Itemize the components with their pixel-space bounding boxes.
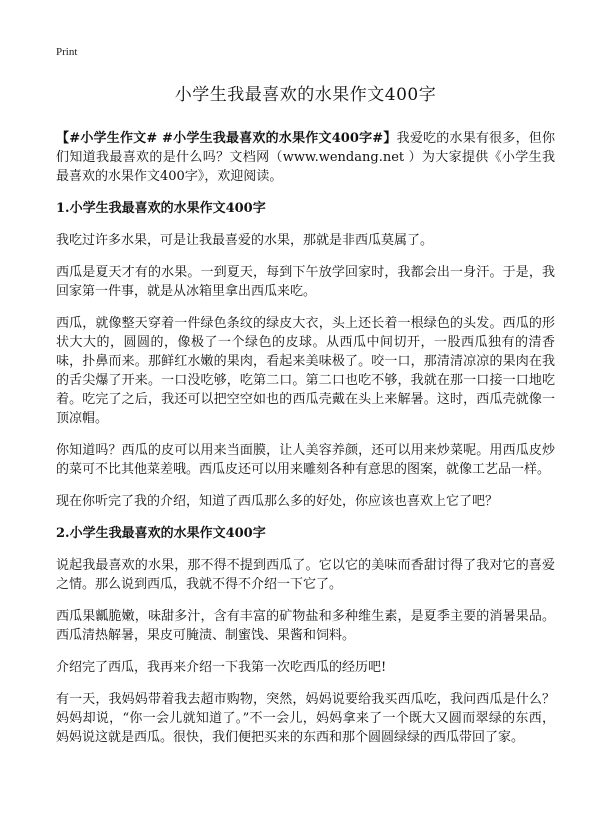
print-label: Print — [56, 46, 78, 58]
intro-paragraph — [56, 129, 555, 186]
paragraph: 西瓜是夏天才有的水果。一到夏天，每到下午放学回家时，我都会出一身汗。于是，我回家第一件事，就是从冰箱里拿出西瓜来吃。 — [56, 265, 555, 299]
intro-text: 我爱吃的水果有很多，但你们知道我最喜欢的是什么吗？文档网（www.wendang.net ）为大家提供《小学生我最喜欢的水果作文400字》，欢迎阅读。 — [56, 131, 555, 184]
paragraph: 你知道吗？西瓜的皮可以用来当面膜，让人美容养颜，还可以用来炒菜呢。用西瓜皮炒的菜可不比其他菜差哦。西瓜皮还可以用来雕刻各种有意思的图案，就像工艺品一样。 — [56, 443, 555, 477]
section-1-heading: 1.小学生我最喜欢的水果作文400字 — [56, 201, 266, 216]
paragraph: 现在你听完了我的介绍，知道了西瓜那么多的好处，你应该也喜欢上它了吧？ — [56, 494, 499, 509]
paragraph: 说起我最喜欢的水果，那不得不提到西瓜了。它以它的美味而香甜讨得了我对它的喜爱之情。那么说到西瓜，我就不得不介绍一下它了。 — [56, 558, 555, 592]
page-title: 小学生我最喜欢的水果作文400字 — [174, 85, 437, 105]
paragraph: 介绍完了西瓜，我再来介绍一下我第一次吃西瓜的经历吧! — [56, 660, 387, 675]
paragraph: 西瓜，就像整天穿着一件绿色条纹的绿皮大衣，头上还长着一根绿色的头发。西瓜的形状大大的，圆圆的，像极了一个绿色的皮球。从西瓜中间切开，一股西瓜独有的清香味，扑鼻而来。那鲜红水嫩的果肉，看起来美味极了。咬一口，那清清凉凉的果肉在我的舌尖爆了开来。一口没吃够，吃第二口。第二口也吃不够，我就在那一口接一口地吃着。吃完了之后，我还可以把空空如也的西瓜壳戴在头上来解暑。这时，西瓜壳就像一顶凉帽。 — [56, 316, 555, 426]
paragraph: 西瓜果瓤脆嫩，味甜多汁，含有丰富的矿物盐和多种维生素，是夏季主要的消暑果品。西瓜清热解暑，果皮可腌渍、制蜜饯、果酱和饲料。 — [56, 609, 555, 643]
intro-tag: 【#小学生作文# #小学生我最喜欢的水果作文400字#】 — [56, 131, 397, 146]
paragraph: 有一天，我妈妈带着我去超市购物，突然，妈妈说要给我买西瓜吃，我问西瓜是什么？妈妈却说，“你一会儿就知道了。”不一会儿，妈妈拿来了一个既大又圆而翠绿的东西，妈妈说这就是西瓜。很快，我们便把买来的东西和那个圆圆绿绿的西瓜带回了家。 — [56, 692, 555, 745]
section-2-heading: 2.小学生我最喜欢的水果作文400字 — [56, 526, 266, 541]
paragraph: 我吃过许多水果，可是让我最喜爱的水果，那就是非西瓜莫属了。 — [56, 233, 434, 248]
